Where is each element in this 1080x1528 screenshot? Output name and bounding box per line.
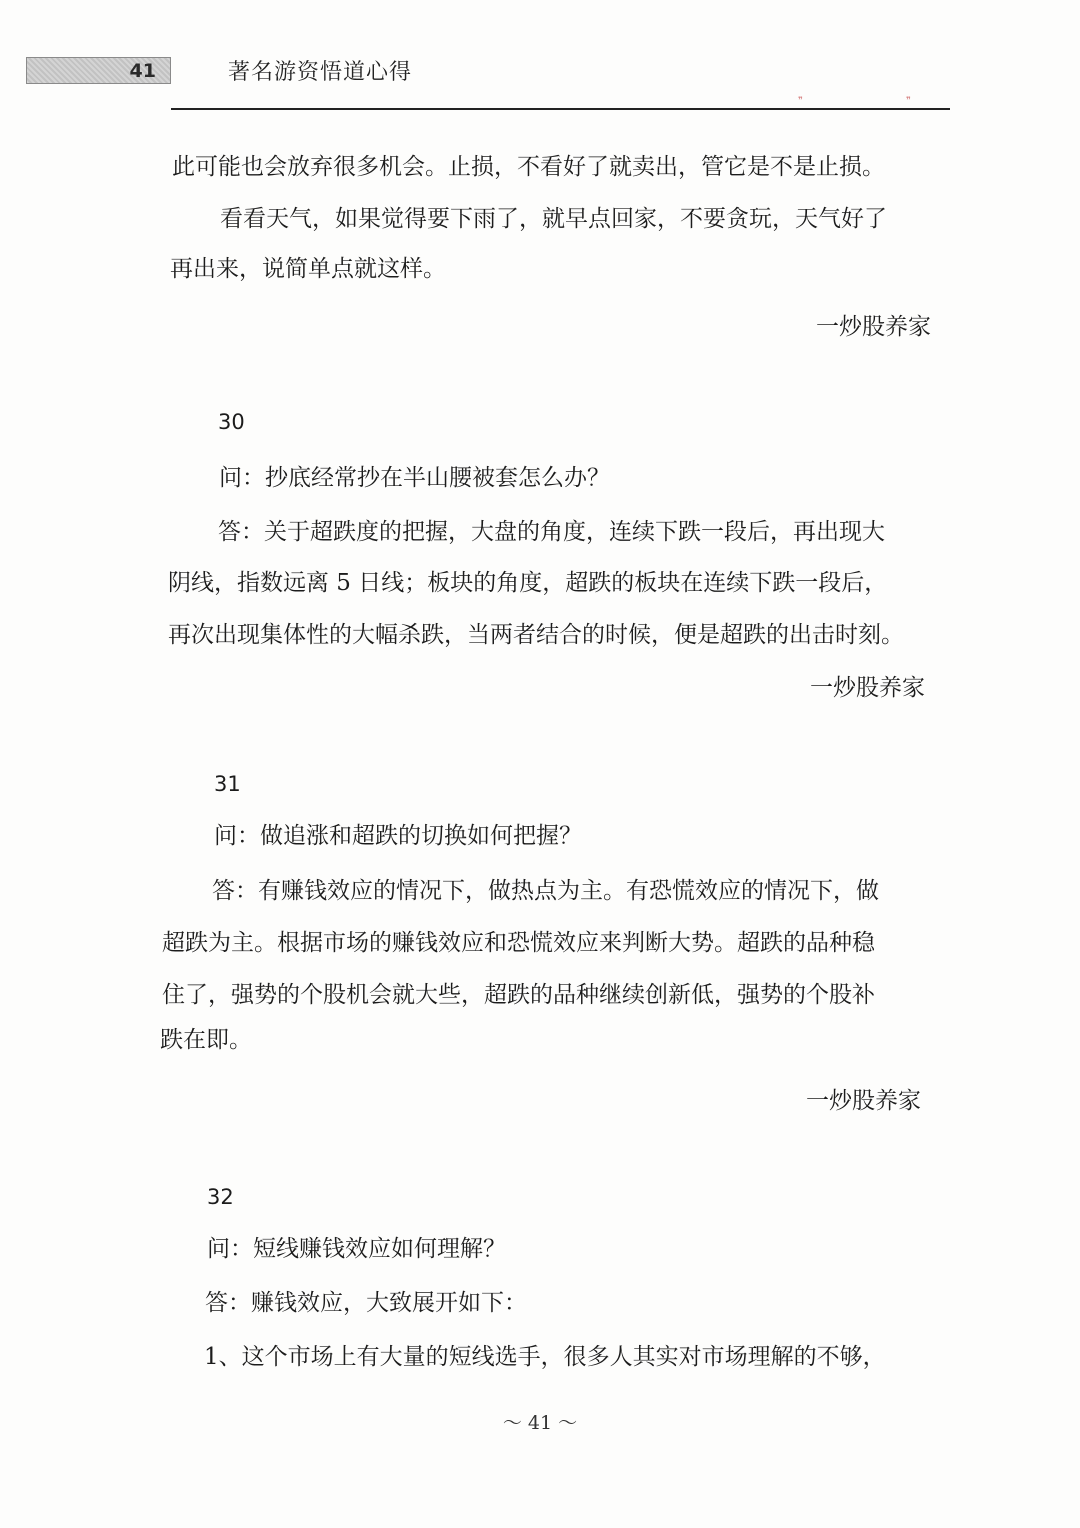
- entry-answer-line: 答：赚钱效应，大致展开如下：: [205, 1290, 527, 1316]
- entry-answer-line: 超跌为主。根据市场的赚钱效应和恐慌效应来判断大势。超跌的品种稳: [162, 930, 875, 956]
- entry-number: 31: [214, 772, 241, 796]
- entry-number: 30: [218, 410, 245, 434]
- running-title: 著名游资悟道心得: [228, 60, 413, 85]
- ink-mark: ❞: [906, 96, 911, 106]
- intro-line-3: 再出来，说简单点就这样。: [170, 256, 446, 282]
- entry-question: 问：做追涨和超跌的切换如何把握？: [214, 823, 582, 849]
- ink-mark: ❞: [798, 96, 803, 106]
- entry-answer-line: 1、这个市场上有大量的短线选手，很多人其实对市场理解的不够，: [204, 1344, 886, 1370]
- page-number-tab-label: 41: [129, 60, 156, 82]
- footer-page-number: ～ 41 ～: [502, 1412, 578, 1434]
- intro-line-1: 此可能也会放弃很多机会。止损，不看好了就卖出，管它是不是止损。: [172, 154, 885, 180]
- intro-line-2: 看看天气，如果觉得要下雨了，就早点回家，不要贪玩，天气好了: [220, 206, 887, 232]
- page-number-tab: [26, 57, 171, 84]
- entry-number: 32: [207, 1185, 234, 1209]
- entry-answer-line: 住了，强势的个股机会就大些，超跌的品种继续创新低，强势的个股补: [162, 982, 875, 1008]
- entry-answer-line: 答：有赚钱效应的情况下，做热点为主。有恐慌效应的情况下，做: [212, 878, 879, 904]
- header-rule: [171, 108, 950, 110]
- signature: 一炒股养家: [806, 1088, 921, 1114]
- entry-question: 问：短线赚钱效应如何理解？: [207, 1236, 506, 1262]
- entry-answer-line: 再次出现集体性的大幅杀跌，当两者结合的时候，便是超跌的出击时刻。: [168, 622, 904, 648]
- signature: 一炒股养家: [810, 675, 925, 701]
- entry-answer-line: 答：关于超跌度的把握，大盘的角度，连续下跌一段后，再出现大: [218, 519, 885, 545]
- entry-answer-line: 阴线，指数远离 5 日线；板块的角度，超跌的板块在连续下跌一段后，: [168, 570, 888, 596]
- entry-answer-line: 跌在即。: [160, 1027, 252, 1053]
- entry-question: 问：抄底经常抄在半山腰被套怎么办？: [219, 465, 610, 491]
- signature: 一炒股养家: [816, 314, 931, 340]
